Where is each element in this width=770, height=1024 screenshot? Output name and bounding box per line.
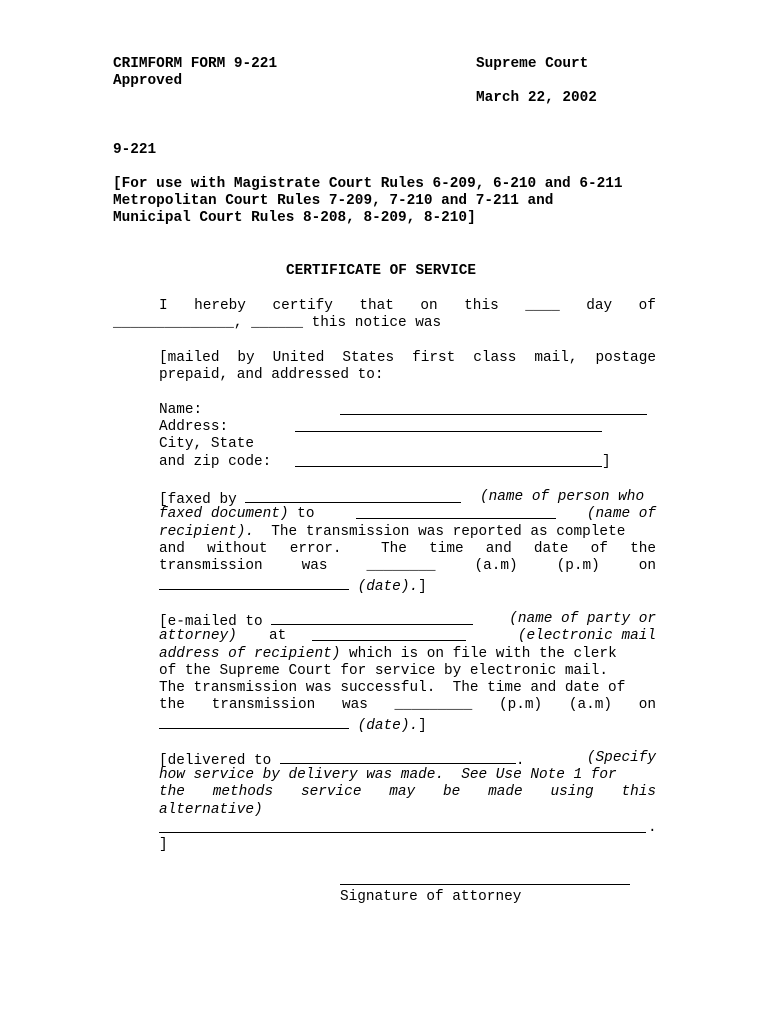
rules-note-line-2: Metropolitan Court Rules 7-209, 7-210 and 7-211 and [113,193,554,209]
zip-label: and zip code: [159,454,272,470]
faxed-word: error. [289,541,342,557]
emailed-word: transmission [211,697,316,713]
certify-word: of [638,298,656,314]
form-id: CRIMFORM FORM 9-221 [113,56,278,72]
faxed-time-blank[interactable]: ________ [366,558,436,574]
certify-line-2: ______________, ______ this notice was [113,315,442,331]
delivered-word: using [550,784,594,800]
court-name: Supreme Court [476,56,589,72]
certify-word: day [586,298,613,314]
certify-word: certify [272,298,333,314]
emailed-party-field[interactable] [271,611,473,625]
mailed-word: [mailed [159,350,220,366]
delivered-end-period: . [648,820,657,836]
delivered-word: be [443,784,461,800]
faxed-word: of [590,541,608,557]
mailed-word: mail, [534,350,578,366]
delivered-word: made [488,784,523,800]
document-title: CERTIFICATE OF SERVICE [286,263,476,279]
delivered-line-4: alternative) [159,802,263,818]
emailed-date-field[interactable] [159,715,349,729]
emailed-word: (p.m) [498,697,543,713]
delivered-to-field[interactable] [280,750,516,764]
faxed-to-text: to [288,506,324,522]
faxed-line-3 [159,524,625,541]
certify-word: on [420,298,438,314]
faxed-by-field[interactable] [245,489,461,503]
delivered-word: this [621,784,656,800]
name-label: Name: [159,402,203,418]
emailed-address-field[interactable] [312,640,466,641]
faxed-word: and [485,541,512,557]
delivered-close-bracket: ] [159,837,168,853]
delivered-word: the [159,784,185,800]
emailed-line-5: The transmission was successful. The time and date of [159,680,626,696]
faxed-word: time [429,541,464,557]
certify-word: hereby [194,298,246,314]
rules-note-line-3: Municipal Court Rules 8-208, 8-209, 8-210] [113,210,476,226]
emailed-word: was [341,697,368,713]
faxed-recipient-hint: (name of [586,506,656,522]
delivered-word: service [301,784,362,800]
approval-date: March 22, 2002 [476,90,597,106]
delivery-method-field[interactable] [159,832,646,833]
emailed-party-hint: (name of party or [509,611,656,627]
emailed-at-text: at [269,628,287,644]
delivered-line-3 [159,784,656,801]
emailed-line-4: of the Supreme Court for service by electronic mail. [159,663,609,679]
rules-note-line-1: [For use with Magistrate Court Rules 6-209, 6-210 and 6-211 [113,176,623,192]
faxed-date-hint: (date). [349,579,419,595]
approved-label: Approved [113,73,183,89]
faxed-recipient-hint-end: recipient). [159,524,254,540]
delivered-word: may [389,784,416,800]
emailed-time-blank[interactable]: _________ [394,697,473,713]
certify-line-1 [159,298,656,315]
delivered-word: methods [212,784,274,800]
mailed-close-bracket: ] [602,454,611,470]
form-number: 9-221 [113,142,157,158]
mailed-word: by [237,350,255,366]
faxed-word: and [159,541,185,557]
emailed-word: (a.m) [568,697,613,713]
emailed-on-file-text: which is on file with the clerk [340,646,617,662]
city-state-label: City, State [159,436,254,452]
faxed-sender-hint: (name of person who [480,489,645,505]
delivered-line-2: how service by delivery was made. See Use Note 1 for [159,767,617,783]
faxed-word: (p.m) [556,558,600,574]
faxed-word: the [630,541,656,557]
emailed-line-6 [159,697,656,714]
delivered-to-text: [delivered to [159,753,280,769]
day-blank[interactable]: ____ [525,298,560,314]
faxed-word: The [363,541,407,557]
faxed-word: transmission [159,558,263,574]
certify-word: this [464,298,499,314]
faxed-line-5 [159,558,656,575]
faxed-word: (a.m) [474,558,518,574]
emailed-line-7 [159,715,427,735]
mailed-word: States [342,350,395,366]
mailed-word: first [412,350,456,366]
faxed-line-4 [159,541,656,558]
certify-word: I [159,298,168,314]
certify-word: that [359,298,394,314]
emailed-date-hint: (date). [349,718,419,734]
city-zip-field-line[interactable] [295,466,602,467]
emailed-word: on [638,697,656,713]
signature-label: Signature of attorney [340,889,522,905]
address-label: Address: [159,419,229,435]
emailed-close-bracket: ] [418,718,427,734]
mailed-word: United [272,350,325,366]
faxed-close-bracket: ] [418,579,427,595]
mailed-word: postage [595,350,656,366]
faxed-complete-text: The transmission was reported as complete [254,524,626,540]
faxed-line-6 [159,576,427,596]
emailed-attorney-hint: attorney) [159,628,237,644]
faxed-by-text: [faxed by [159,492,246,508]
emailed-line-3 [159,646,617,663]
faxed-date-field[interactable] [159,576,349,590]
specify-hint: (Specify [586,750,656,766]
faxed-line-2 [159,506,323,523]
name-field-line[interactable] [340,414,647,415]
signature-line[interactable] [340,884,630,885]
faxed-word: without [207,541,268,557]
mailed-line-1 [159,350,656,367]
faxed-word: date [533,541,569,557]
delivered-period: . [515,753,525,769]
emailed-to-text: [e-mailed to [159,614,272,630]
emailed-address-hint: (electronic mail [517,628,656,644]
address-field-line[interactable] [295,431,602,432]
emailed-word: the [159,697,185,713]
mailed-line-2: prepaid, and addressed to: [159,367,384,383]
faxed-word: was [301,558,328,574]
faxed-document-hint: faxed document) [159,506,289,522]
emailed-recipient-hint: address of recipient) [159,646,341,662]
faxed-word: on [638,558,656,574]
faxed-recipient-field[interactable] [356,518,556,519]
mailed-word: class [473,350,517,366]
